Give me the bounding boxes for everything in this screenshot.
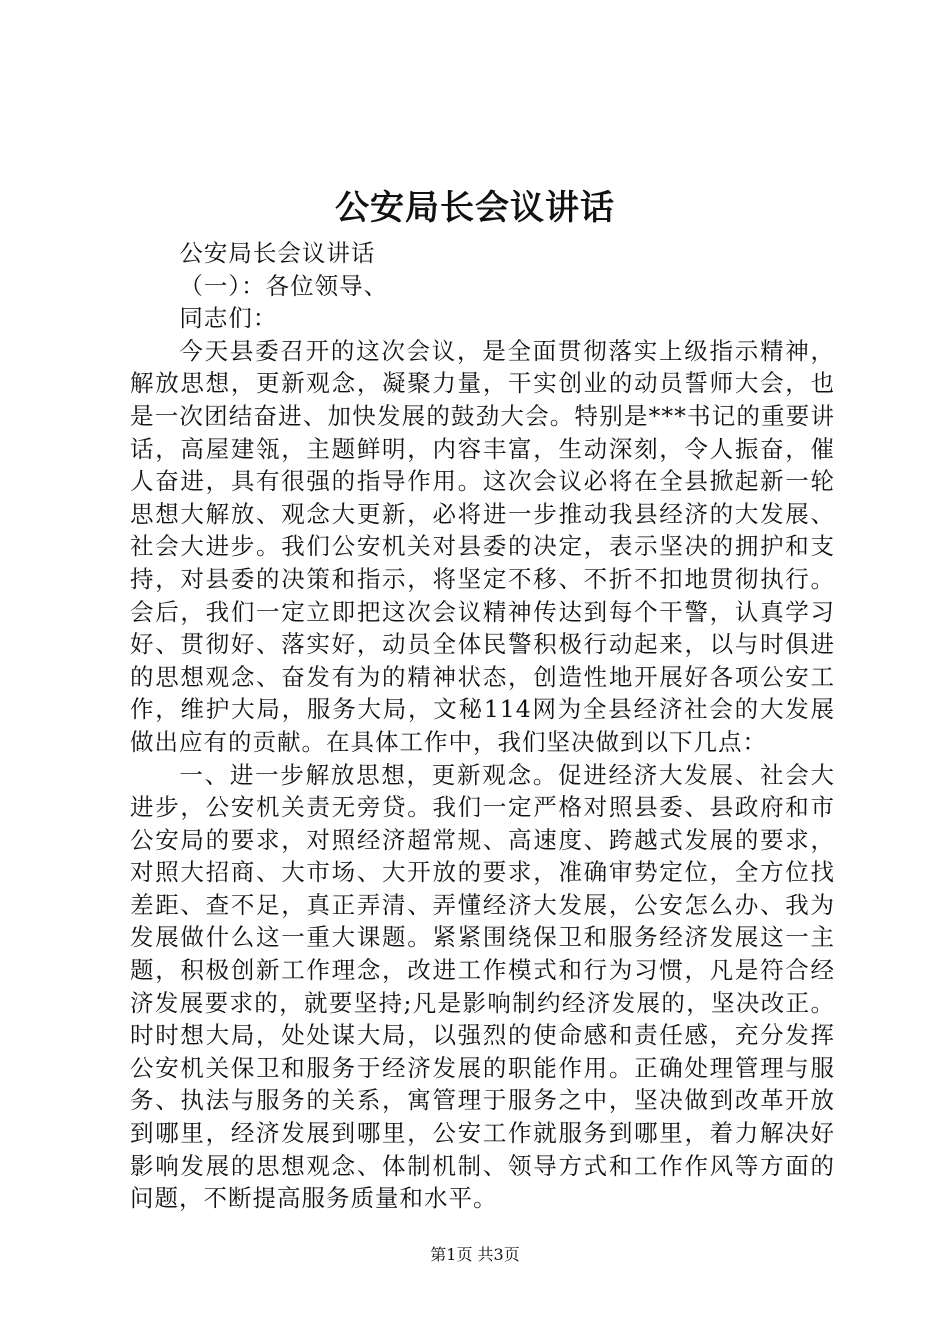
document-body [130,237,835,1215]
paragraph-salutation: 同志们： [179,304,278,333]
paragraph-opening: 今天县委召开的这次会议，是全面贯彻落实上级指示精神，解放思想，更新观念，凝聚力量，干实创业的动员誓师大会，也是一次团结奋进、加快发展的鼓劲大会。特别是***书记的重要讲话，高屋建瓴，主题鲜明，内容丰富，生动深刻，令人振奋，催人奋进，具有很强的指导作用。这次会议必将在全县掀起新一轮思想大解放、观念大更新，必将进一步推动我县经济的大发展、社会大进步。我们公安机关对县委的决定，表示坚决的拥护和支持，对县委的决策和指示，将坚定不移、不折不扣地贯彻执行。会后，我们一定立即把这次会议精神传达到每个干警，认真学习好、贯彻好、落实好，动员全体民警积极行动起来，以与时俱进的思想观念、奋发有为的精神状态，创造性地开展好各项公安工作，维护大局，服务大局，文秘114网为全县经济社会的大发展做出应有的贡献。在具体工作中，我们坚决做到以下几点： [130,336,835,756]
paragraph-section-heading: （一）：各位领导、 [179,271,389,300]
document-title: 公安局长会议讲话 [335,188,615,228]
paragraph-subtitle: 公安局长会议讲话 [179,239,376,267]
paragraph-point-one: 一、进一步解放思想，更新观念。促进经济大发展、社会大进步，公安机关责无旁贷。我们一定严格对照县委、县政府和市公安局的要求，对照经济超常规、高速度、跨越式发展的要求，对照大招商、大市场、大开放的要求，准确审势定位，全方位找差距、查不足，真正弄清、弄懂经济大发展，公安怎么办、我为发展做什么这一重大课题。紧紧围绕保卫和服务经济发展这一主题，积极创新工作理念，改进工作模式和行为习惯，凡是符合经济发展要求的，就要坚持;凡是影响制约经济发展的，坚决改正。时时想大局，处处谋大局，以强烈的使命感和责任感，充分发挥公安机关保卫和服务于经济发展的职能作用。正确处理管理与服务、执法与服务的关系，寓管理于服务之中，坚决做到改革开放到哪里，经济发展到哪里，公安工作就服务到哪里，着力解决好影响发展的思想观念、体制机制、领导方式和工作作风等方面的问题，不断提高服务质量和水平。 [130,760,835,1213]
page-footer: 第1页 共3页 [430,1245,520,1264]
